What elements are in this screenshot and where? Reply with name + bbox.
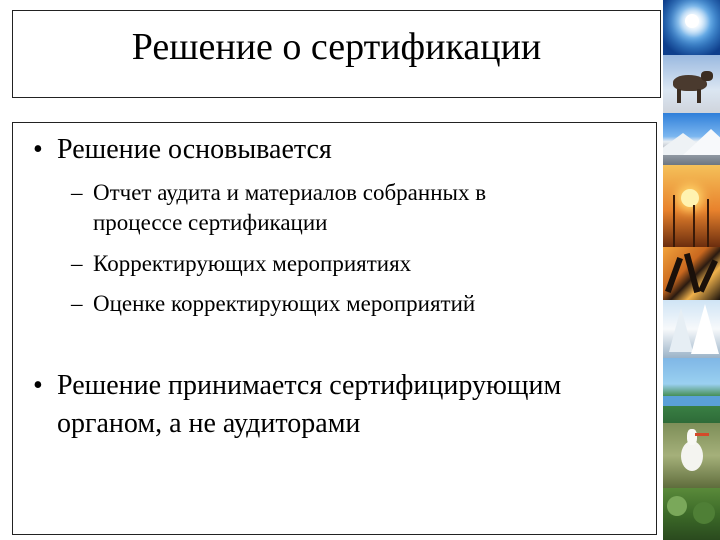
subitem-3-text: Оценке корректирующих мероприятий <box>93 291 476 316</box>
slide-title: Решение о сертификации <box>131 26 542 68</box>
bullet-2-line-2: органом, а не аудиторами <box>57 408 361 439</box>
subitem-1-line-2: процессе сертификации <box>93 210 328 235</box>
stork-photo <box>663 423 720 488</box>
mountains-photo <box>663 113 720 165</box>
bullet-1-text: Решение основывается <box>57 134 332 165</box>
sunset-reeds-photo <box>663 165 720 247</box>
bullet-2-line-1: Решение принимается сертифицирующим <box>57 370 562 401</box>
sun-sky-photo <box>663 0 720 55</box>
tiger-photo <box>663 247 720 300</box>
subitem-2-text: Корректирующих мероприятиях <box>93 251 412 276</box>
dash-marker: – <box>71 180 83 205</box>
title-box <box>12 10 661 98</box>
wolf-photo <box>663 55 720 113</box>
dash-marker: – <box>71 291 83 316</box>
dash-marker: – <box>71 251 83 276</box>
content-box <box>12 122 657 535</box>
bullet-marker: • <box>33 370 43 401</box>
forest-photo <box>663 488 720 540</box>
bullet-marker: • <box>33 134 43 165</box>
photo-strip <box>663 0 720 540</box>
lake-landscape-photo <box>663 358 720 423</box>
subitem-1-line-1: Отчет аудита и материалов собранных в <box>93 180 487 205</box>
snowy-trees-photo <box>663 300 720 358</box>
